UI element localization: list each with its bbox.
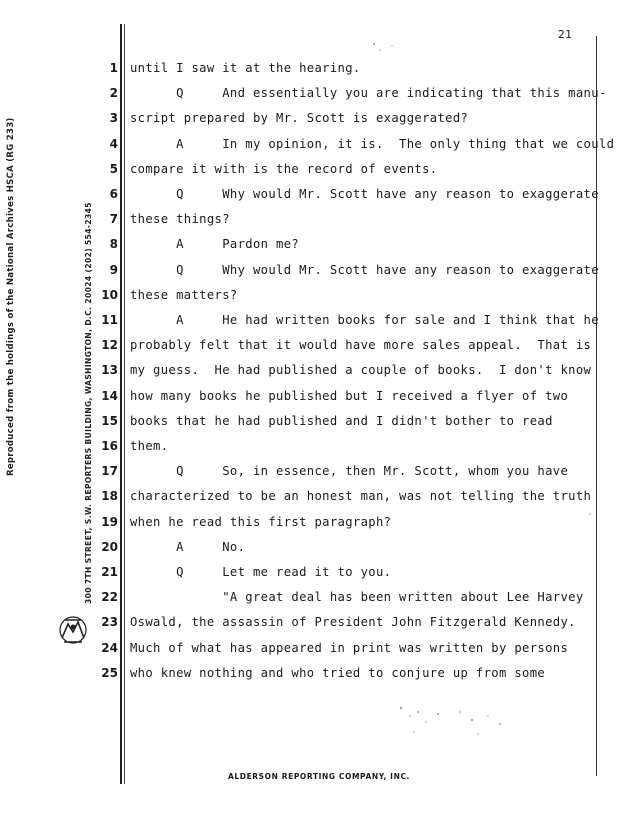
line-number: 16 bbox=[101, 439, 118, 453]
line-text: A No. bbox=[130, 540, 246, 554]
transcript-line bbox=[0, 83, 638, 103]
line-text: Q So, in essence, then Mr. Scott, whom you have bbox=[130, 464, 569, 478]
line-number: 13 bbox=[101, 363, 118, 377]
line-text: who knew nothing and who tried to conjure up from some bbox=[130, 666, 546, 680]
line-number: 8 bbox=[109, 237, 118, 251]
line-text: A Pardon me? bbox=[130, 237, 300, 251]
transcript-line bbox=[0, 411, 638, 431]
line-number: 21 bbox=[101, 565, 118, 579]
transcript-line bbox=[0, 58, 638, 78]
page-number: 21 bbox=[558, 28, 573, 41]
transcript-line bbox=[0, 461, 638, 481]
line-number: 10 bbox=[101, 288, 118, 302]
line-number: 20 bbox=[101, 540, 118, 554]
transcript-line bbox=[0, 134, 638, 154]
line-number: 14 bbox=[101, 389, 118, 403]
transcript-line bbox=[0, 562, 638, 582]
line-text: how many books he published but I received a flyer of two bbox=[130, 389, 569, 403]
line-text: A In my opinion, it is. The only thing that we could bbox=[130, 137, 615, 151]
line-number: 25 bbox=[101, 666, 118, 680]
transcript-line bbox=[0, 436, 638, 456]
line-number: 7 bbox=[109, 212, 118, 226]
transcript-line bbox=[0, 108, 638, 128]
transcript-line bbox=[0, 663, 638, 683]
line-number: 5 bbox=[109, 162, 118, 176]
line-text: Q Why would Mr. Scott have any reason to exaggerate bbox=[130, 263, 599, 277]
line-number: 3 bbox=[109, 111, 118, 125]
line-number: 6 bbox=[109, 187, 118, 201]
transcript-line bbox=[0, 537, 638, 557]
line-text: "A great deal has been written about Lee Harvey bbox=[130, 590, 584, 604]
reporting-company-footer: ALDERSON REPORTING COMPANY, INC. bbox=[227, 772, 411, 781]
line-text: A He had written books for sale and I think that he bbox=[130, 313, 599, 327]
line-number: 23 bbox=[101, 615, 118, 629]
line-number: 2 bbox=[109, 86, 118, 100]
line-text: my guess. He had published a couple of books. I don't know bbox=[130, 363, 592, 377]
transcript-line bbox=[0, 638, 638, 658]
line-text: them. bbox=[130, 439, 169, 453]
line-text: Q And essentially you are indicating that this manu- bbox=[130, 86, 607, 100]
line-text: these matters? bbox=[130, 288, 238, 302]
line-number: 9 bbox=[109, 263, 118, 277]
line-text: until I saw it at the hearing. bbox=[130, 61, 361, 75]
transcript-line bbox=[0, 310, 638, 330]
line-text: script prepared by Mr. Scott is exaggerated? bbox=[130, 111, 469, 125]
line-number: 22 bbox=[101, 590, 118, 604]
line-number: 18 bbox=[101, 489, 118, 503]
transcript-line bbox=[0, 260, 638, 280]
transcript-line bbox=[0, 512, 638, 532]
transcript-line bbox=[0, 587, 638, 607]
line-text: these things? bbox=[130, 212, 230, 226]
line-number: 15 bbox=[101, 414, 118, 428]
line-text: Much of what has appeared in print was written by persons bbox=[130, 641, 569, 655]
transcript-line bbox=[0, 285, 638, 305]
line-number: 12 bbox=[101, 338, 118, 352]
archive-stamp-text: Reproduced from the holdings of the National Archives HSCA (RG 233) bbox=[6, 117, 16, 476]
transcript-line bbox=[0, 234, 638, 254]
transcript-line bbox=[0, 486, 638, 506]
line-number: 19 bbox=[101, 515, 118, 529]
line-text: probably felt that it would have more sales appeal. That is bbox=[130, 338, 592, 352]
transcript-line bbox=[0, 209, 638, 229]
line-text: characterized to be an honest man, was not telling the truth bbox=[130, 489, 592, 503]
line-text: Q Why would Mr. Scott have any reason to exaggerate bbox=[130, 187, 599, 201]
line-text: Q Let me read it to you. bbox=[130, 565, 392, 579]
line-number: 24 bbox=[101, 641, 118, 655]
transcript-line bbox=[0, 612, 638, 632]
line-text: when he read this first paragraph? bbox=[130, 515, 392, 529]
line-number: 11 bbox=[101, 313, 118, 327]
line-number: 4 bbox=[109, 137, 118, 151]
transcript-line bbox=[0, 184, 638, 204]
transcript-line bbox=[0, 159, 638, 179]
line-number: 1 bbox=[109, 61, 118, 75]
transcript-line bbox=[0, 335, 638, 355]
line-number: 17 bbox=[101, 464, 118, 478]
transcript-line bbox=[0, 386, 638, 406]
line-text: Oswald, the assassin of President John Fitzgerald Kennedy. bbox=[130, 615, 576, 629]
reporter-address-text: 300 7TH STREET, S.W. REPORTERS BUILDING, WASHINGTON, D.C. 20024 (202) 554-2345 bbox=[84, 202, 93, 604]
transcript-line bbox=[0, 360, 638, 380]
line-text: books that he had published and I didn't bother to read bbox=[130, 414, 553, 428]
line-text: compare it with is the record of events. bbox=[130, 162, 438, 176]
